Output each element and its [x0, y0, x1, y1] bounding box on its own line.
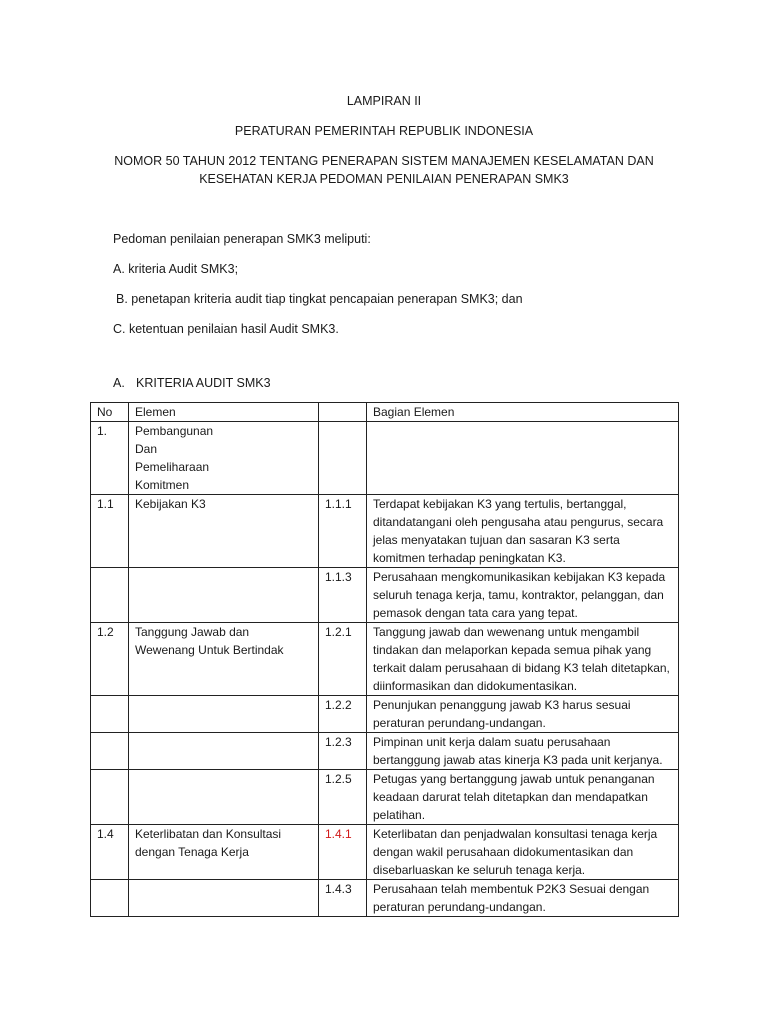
section-letter: A. — [113, 376, 125, 390]
cell-bagian: Terdapat kebijakan K3 yang tertulis, bertanggal, ditandatangani oleh pengusaha atau pengurus, secara jelas menyatakan tujuan dan sasaran K3 serta komitmen terhadap peningkatan K3. — [367, 495, 679, 568]
header-code — [319, 403, 367, 422]
header-no: No — [91, 403, 129, 422]
cell-code: 1.2.5 — [319, 770, 367, 825]
cell-elemen — [129, 880, 319, 917]
cell-elemen: Keterlibatan dan Konsultasi dengan Tenaga Kerja — [129, 825, 319, 880]
cell-no — [91, 770, 129, 825]
audit-criteria-table — [90, 402, 679, 917]
cell-elemen — [129, 770, 319, 825]
section-heading — [113, 376, 271, 390]
cell-code: 1.2.1 — [319, 623, 367, 696]
cell-code: 1.1.1 — [319, 495, 367, 568]
section-title: KRITERIA AUDIT SMK3 — [136, 376, 271, 390]
cell-elemen — [129, 696, 319, 733]
table-header-row — [91, 403, 679, 422]
cell-elemen — [129, 568, 319, 623]
cell-code: 1.1.3 — [319, 568, 367, 623]
regulation-number-line-2: KESEHATAN KERJA PEDOMAN PENILAIAN PENERAPAN SMK3 — [199, 172, 569, 186]
cell-code-highlighted: 1.4.1 — [319, 825, 367, 880]
cell-no — [91, 568, 129, 623]
intro-item-c: C. ketentuan penilaian hasil Audit SMK3. — [113, 322, 339, 336]
cell-code: 1.2.3 — [319, 733, 367, 770]
table-row — [91, 880, 679, 917]
header-elemen: Elemen — [129, 403, 319, 422]
cell-elemen — [129, 733, 319, 770]
appendix-label: LAMPIRAN II — [346, 94, 422, 108]
intro-paragraph: Pedoman penilaian penerapan SMK3 meliputi: — [113, 232, 371, 246]
cell-bagian: Perusahaan telah membentuk P2K3 Sesuai dengan peraturan perundang-undangan. — [367, 880, 679, 917]
table-row — [91, 770, 679, 825]
cell-elemen — [129, 422, 319, 495]
table-row — [91, 696, 679, 733]
cell-bagian: Tanggung jawab dan wewenang untuk mengambil tindakan dan melaporkan kepada semua pihak yang terkait dalam perusahaan di bidang K3 telah ditetapkan, diinformasikan dan didokumentasikan. — [367, 623, 679, 696]
table-row — [91, 495, 679, 568]
table-row — [91, 422, 679, 495]
cell-bagian: Perusahaan mengkomunikasikan kebijakan K3 kepada seluruh tenaga kerja, tamu, kontraktor, pelanggan, dan pemasok dengan tata cara yang tepat. — [367, 568, 679, 623]
cell-bagian: Penunjukan penanggung jawab K3 harus sesuai peraturan perundang-undangan. — [367, 696, 679, 733]
cell-no: 1.1 — [91, 495, 129, 568]
cell-code — [319, 422, 367, 495]
cell-elemen-text: Pembangunan Dan Pemeliharaan Komitmen — [135, 424, 214, 492]
table-row — [91, 733, 679, 770]
regulation-title: PERATURAN PEMERINTAH REPUBLIK INDONESIA — [234, 124, 534, 138]
cell-no — [91, 733, 129, 770]
cell-no — [91, 696, 129, 733]
cell-no — [91, 880, 129, 917]
cell-bagian — [367, 422, 679, 495]
intro-item-b: B. penetapan kriteria audit tiap tingkat pencapaian penerapan SMK3; dan — [116, 292, 523, 306]
regulation-number-line-1: NOMOR 50 TAHUN 2012 TENTANG PENERAPAN SISTEM MANAJEMEN KESELAMATAN DAN — [114, 154, 654, 168]
table-row — [91, 623, 679, 696]
cell-bagian: Keterlibatan dan penjadwalan konsultasi tenaga kerja dengan wakil perusahaan didokumentasikan dan disebarluaskan ke seluruh tenaga kerja. — [367, 825, 679, 880]
table-row — [91, 568, 679, 623]
cell-no: 1. — [91, 422, 129, 495]
cell-bagian: Petugas yang bertanggung jawab untuk penanganan keadaan darurat telah ditetapkan dan mendapatkan pelatihan. — [367, 770, 679, 825]
cell-code: 1.2.2 — [319, 696, 367, 733]
table-row — [91, 825, 679, 880]
cell-no: 1.4 — [91, 825, 129, 880]
cell-code: 1.4.3 — [319, 880, 367, 917]
header-bagian-elemen: Bagian Elemen — [367, 403, 679, 422]
cell-elemen: Kebijakan K3 — [129, 495, 319, 568]
intro-item-a: A. kriteria Audit SMK3; — [113, 262, 239, 276]
cell-no: 1.2 — [91, 623, 129, 696]
cell-bagian: Pimpinan unit kerja dalam suatu perusahaan bertanggung jawab atas kinerja K3 pada unit kerjanya. — [367, 733, 679, 770]
cell-elemen: Tanggung Jawab dan Wewenang Untuk Bertindak — [129, 623, 319, 696]
